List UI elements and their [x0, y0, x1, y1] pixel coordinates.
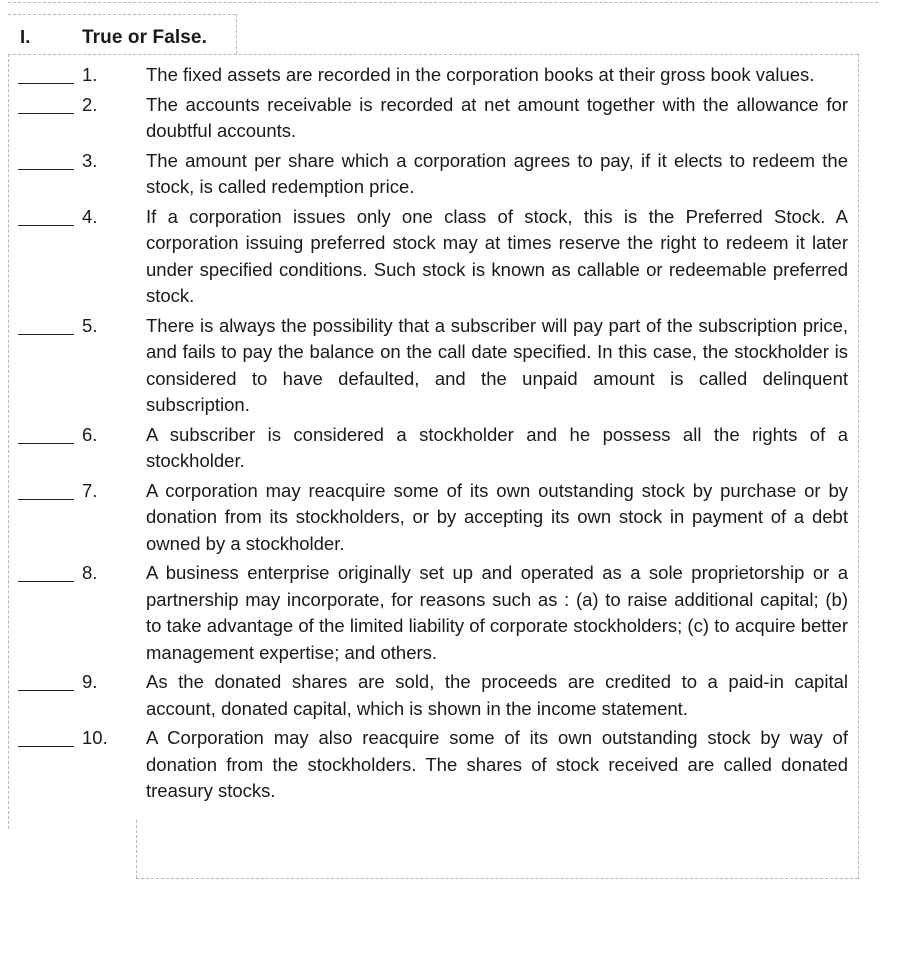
answer-blank[interactable]: [18, 148, 74, 170]
question-item: [18, 422, 848, 475]
question-text: A Corporation may also reacquire some of its own outstanding stock by way of donation from the stockholders. The shares of stock received are called donated treasury stocks.: [146, 727, 848, 801]
section-heading: [20, 24, 207, 51]
answer-blank[interactable]: [18, 204, 74, 226]
question-item: [18, 148, 848, 201]
answer-blank[interactable]: [18, 478, 74, 500]
guide-heading-top: [8, 14, 236, 15]
question-text: If a corporation issues only one class of stock, this is the Preferred Stock. A corporation issuing preferred stock may at times reserve the right to redeem it later under specified conditions. Such stock is known as callable or redeemable preferred stock.: [146, 205, 848, 306]
question-number: 5.: [82, 314, 98, 336]
question-number: 9.: [82, 671, 98, 692]
answer-blank[interactable]: [18, 62, 74, 84]
question-number: 7.: [82, 479, 98, 501]
question-item: [18, 204, 848, 310]
guide-bottom: [136, 878, 858, 879]
question-item: [18, 669, 848, 722]
question-list: [18, 62, 848, 808]
section-number: I.: [20, 26, 31, 47]
question-text: As the donated shares are sold, the proceeds are credited to a paid-in capital account, donated capital, which is shown in the income statement.: [146, 671, 848, 719]
question-number: 10.: [82, 727, 108, 748]
question-item: [18, 560, 848, 666]
answer-blank[interactable]: [18, 725, 74, 747]
question-number: 2.: [82, 93, 98, 115]
answer-blank[interactable]: [18, 313, 74, 335]
question-text: A subscriber is considered a stockholder and he possess all the rights of a stockholder.: [146, 423, 848, 471]
answer-blank[interactable]: [18, 669, 74, 691]
guide-heading-right: [236, 14, 237, 54]
question-number: 3.: [82, 149, 98, 171]
guide-last-left: [136, 820, 137, 878]
section-title: True or False.: [82, 27, 207, 48]
guide-top: [8, 2, 878, 3]
answer-blank[interactable]: [18, 92, 74, 114]
answer-blank[interactable]: [18, 560, 74, 582]
guide-left: [8, 54, 9, 829]
question-text: A business enterprise originally set up and operated as a sole proprietorship or a partnership may incorporate, for reasons such as : (a) to raise additional capital; (b) to take advantage of the limited liability of corporate stockholders; (c) to acquire better management expertise; and others.: [146, 562, 848, 663]
question-text: The accounts receivable is recorded at net amount together with the allowance for doubtful accounts.: [146, 93, 848, 141]
question-text: A corporation may reacquire some of its own outstanding stock by purchase or by donation from its stockholders, or by accepting its own stock in payment of a debt owned by a stockholder.: [146, 479, 848, 554]
answer-blank[interactable]: [18, 422, 74, 444]
guide-right: [858, 54, 859, 879]
question-number: 1.: [82, 64, 98, 85]
question-text: There is always the possibility that a subscriber will pay part of the subscription price, and fails to pay the balance on the call date specified. In this case, the stockholder is considered to have defaulted, and the unpaid amount is called delinquent subscription.: [146, 314, 848, 415]
guide-list-top: [8, 54, 858, 55]
question-item: [18, 313, 848, 419]
question-number: 6.: [82, 423, 98, 445]
question-item: [18, 92, 848, 145]
question-text: The amount per share which a corporation agrees to pay, if it elects to redeem the stock, is called redemption price.: [146, 149, 848, 197]
question-text: The fixed assets are recorded in the corporation books at their gross book values.: [146, 64, 815, 85]
question-item: [18, 478, 848, 558]
question-number: 8.: [82, 562, 98, 583]
question-number: 4.: [82, 205, 98, 227]
question-item: [18, 725, 848, 805]
question-item: [18, 62, 848, 89]
